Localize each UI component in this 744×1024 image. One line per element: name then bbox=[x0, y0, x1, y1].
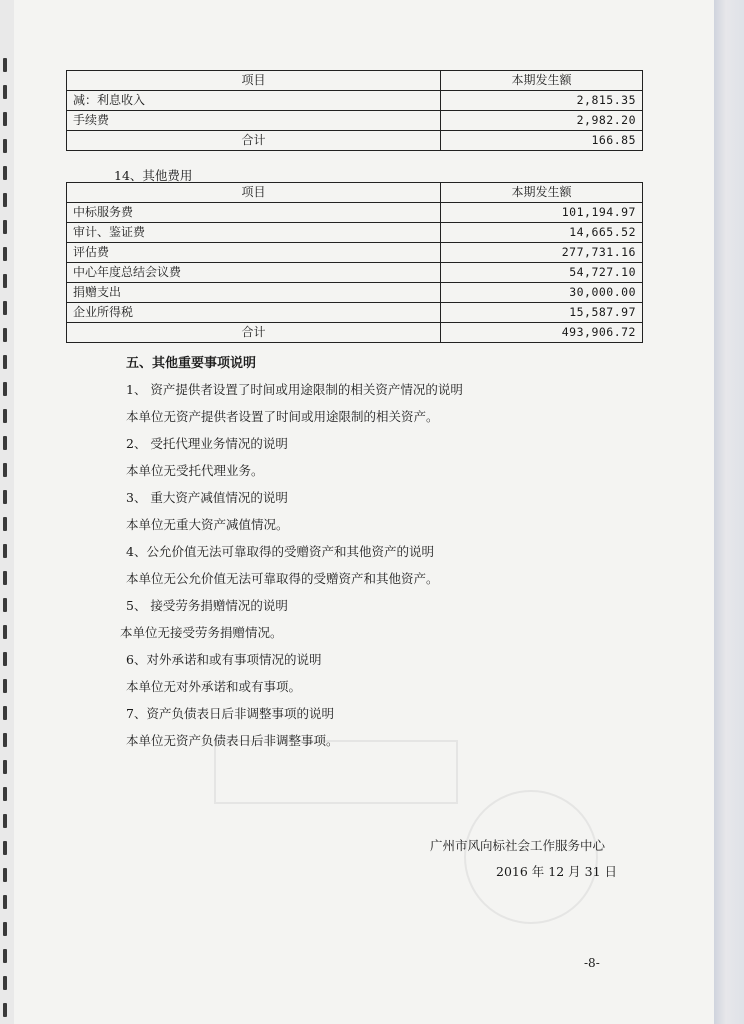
table-row bbox=[67, 223, 643, 243]
binding-hole bbox=[3, 625, 7, 639]
binding-hole bbox=[3, 193, 7, 207]
document-page bbox=[14, 0, 714, 1024]
binding-hole bbox=[3, 976, 7, 990]
table-row bbox=[67, 243, 643, 263]
binding-hole bbox=[3, 220, 7, 234]
item-body: 本单位无资产负债表日后非调整事项。 bbox=[126, 733, 339, 748]
column-header-item: 项目 bbox=[67, 183, 441, 203]
signature-org: 广州市风向标社会工作服务中心 bbox=[430, 838, 606, 853]
row-value: 15,587.97 bbox=[441, 303, 643, 323]
show-through-seal bbox=[464, 790, 598, 924]
binding-hole bbox=[3, 598, 7, 612]
binding-hole bbox=[3, 679, 7, 693]
row-label: 中心年度总结会议费 bbox=[67, 263, 441, 283]
binding-hole bbox=[3, 328, 7, 342]
total-label: 合计 bbox=[67, 131, 441, 151]
table-total-row bbox=[67, 323, 643, 343]
binding-hole bbox=[3, 382, 7, 396]
row-value: 14,665.52 bbox=[441, 223, 643, 243]
next-page-edge bbox=[714, 0, 744, 1024]
column-header-amount: 本期发生额 bbox=[441, 183, 643, 203]
row-value: 277,731.16 bbox=[441, 243, 643, 263]
binding-hole bbox=[3, 652, 7, 666]
total-value: 493,906.72 bbox=[441, 323, 643, 343]
other-expenses-table bbox=[66, 182, 643, 343]
row-value: 54,727.10 bbox=[441, 263, 643, 283]
row-label: 捐赠支出 bbox=[67, 283, 441, 303]
row-label: 中标服务费 bbox=[67, 203, 441, 223]
binding-hole bbox=[3, 112, 7, 126]
binding-hole bbox=[3, 139, 7, 153]
item-body: 本单位无公允价值无法可靠取得的受赠资产和其他资产。 bbox=[126, 571, 439, 586]
binding-hole bbox=[3, 949, 7, 963]
binding-hole bbox=[3, 490, 7, 504]
item-heading: 6、对外承诺和或有事项情况的说明 bbox=[126, 652, 322, 667]
binding-hole bbox=[3, 1003, 7, 1017]
item-body: 本单位无资产提供者设置了时间或用途限制的相关资产。 bbox=[126, 409, 439, 424]
binding-hole bbox=[3, 706, 7, 720]
binding-hole bbox=[3, 301, 7, 315]
binding-hole bbox=[3, 409, 7, 423]
item-body: 本单位无重大资产减值情况。 bbox=[126, 517, 289, 532]
binding-hole bbox=[3, 355, 7, 369]
binding-hole bbox=[3, 85, 7, 99]
total-value: 166.85 bbox=[441, 131, 643, 151]
binding-hole bbox=[3, 868, 7, 882]
table-row bbox=[67, 263, 643, 283]
table-row bbox=[67, 203, 643, 223]
row-label: 评估费 bbox=[67, 243, 441, 263]
column-header-item: 项目 bbox=[67, 71, 441, 91]
binding-hole bbox=[3, 463, 7, 477]
row-label: 审计、鉴证费 bbox=[67, 223, 441, 243]
binding-hole bbox=[3, 274, 7, 288]
page-number: -8- bbox=[584, 956, 600, 970]
other-expenses-heading: 14、其他费用 bbox=[114, 168, 193, 183]
binding-hole bbox=[3, 436, 7, 450]
binding-hole bbox=[3, 814, 7, 828]
binding-hole bbox=[3, 787, 7, 801]
row-label: 企业所得税 bbox=[67, 303, 441, 323]
binding-hole bbox=[3, 922, 7, 936]
item-heading: 4、公允价值无法可靠取得的受赠资产和其他资产的说明 bbox=[126, 544, 434, 559]
binding-hole bbox=[3, 841, 7, 855]
table-total-row bbox=[67, 131, 643, 151]
binding-hole bbox=[3, 58, 7, 72]
row-value: 2,815.35 bbox=[441, 91, 643, 111]
table-header-row bbox=[67, 71, 643, 91]
binding-hole bbox=[3, 760, 7, 774]
item-heading: 2、 受托代理业务情况的说明 bbox=[126, 436, 288, 451]
row-label: 减：利息收入 bbox=[67, 91, 441, 111]
binding-hole bbox=[3, 166, 7, 180]
section-title: 五、其他重要事项说明 bbox=[126, 356, 257, 371]
show-through-stamp bbox=[214, 740, 458, 804]
row-value: 2,982.20 bbox=[441, 111, 643, 131]
total-label: 合计 bbox=[67, 323, 441, 343]
binding-hole bbox=[3, 544, 7, 558]
binding-holes bbox=[0, 0, 14, 1024]
binding-hole bbox=[3, 247, 7, 261]
item-body: 本单位无接受劳务捐赠情况。 bbox=[120, 625, 283, 640]
table-row bbox=[67, 111, 643, 131]
item-heading: 3、 重大资产减值情况的说明 bbox=[126, 490, 288, 505]
row-value: 30,000.00 bbox=[441, 283, 643, 303]
table-row bbox=[67, 283, 643, 303]
binding-hole bbox=[3, 895, 7, 909]
binding-hole bbox=[3, 571, 7, 585]
column-header-amount: 本期发生额 bbox=[441, 71, 643, 91]
item-body: 本单位无对外承诺和或有事项。 bbox=[126, 679, 302, 694]
binding-hole bbox=[3, 517, 7, 531]
interest-fee-table bbox=[66, 70, 643, 151]
table-header-row bbox=[67, 183, 643, 203]
item-body: 本单位无受托代理业务。 bbox=[126, 463, 264, 478]
item-heading: 1、 资产提供者设置了时间或用途限制的相关资产情况的说明 bbox=[126, 382, 463, 397]
table-row bbox=[67, 303, 643, 323]
table-row bbox=[67, 91, 643, 111]
row-label: 手续费 bbox=[67, 111, 441, 131]
item-heading: 7、资产负债表日后非调整事项的说明 bbox=[126, 706, 334, 721]
item-heading: 5、 接受劳务捐赠情况的说明 bbox=[126, 598, 288, 613]
row-value: 101,194.97 bbox=[441, 203, 643, 223]
binding-hole bbox=[3, 733, 7, 747]
signature-date: 2016 年 12 月 31 日 bbox=[496, 864, 617, 879]
